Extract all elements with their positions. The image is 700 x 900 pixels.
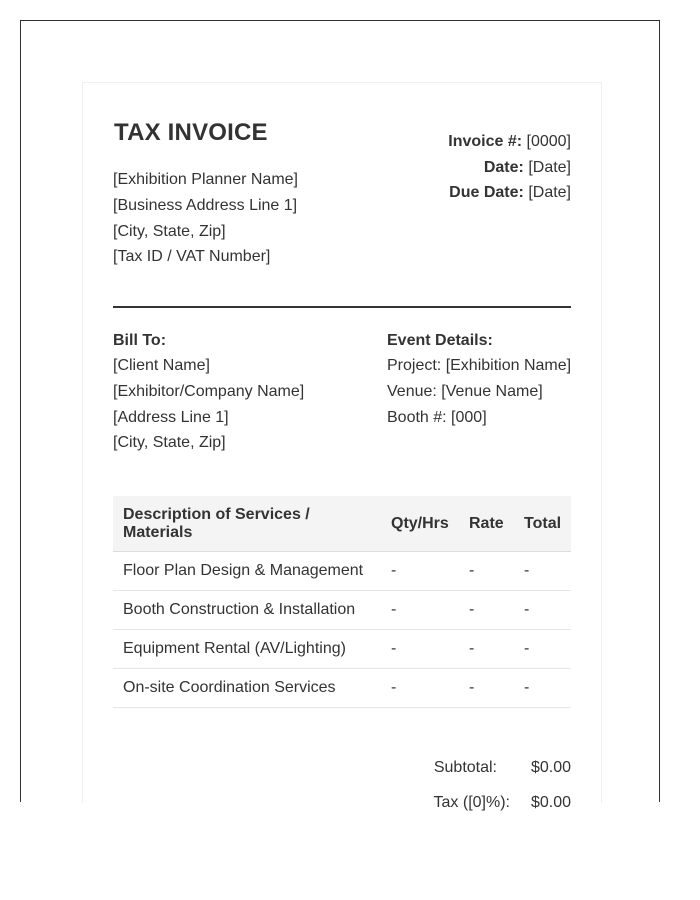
bill-to-city-state-zip: [City, State, Zip] xyxy=(113,434,226,451)
header-total: Total xyxy=(524,515,562,532)
row-rate: - xyxy=(469,640,475,657)
row-qty: - xyxy=(391,679,397,696)
invoice-number-value: [0000] xyxy=(526,133,571,150)
header-qty: Qty/Hrs xyxy=(391,515,449,532)
table-header xyxy=(113,496,571,552)
seller-address: [Business Address Line 1] xyxy=(113,197,298,214)
row-description: Equipment Rental (AV/Lighting) xyxy=(123,640,346,657)
row-rate: - xyxy=(469,562,475,579)
services-table xyxy=(113,496,571,708)
row-rate: - xyxy=(469,679,475,696)
event-venue: Venue: [Venue Name] xyxy=(387,383,543,400)
row-total: - xyxy=(524,679,530,696)
tax-label: Tax ([0]%): xyxy=(433,794,510,811)
invoice-date xyxy=(484,159,571,177)
row-description: Booth Construction & Installation xyxy=(123,601,356,618)
event-details-heading: Event Details: xyxy=(387,332,493,349)
invoice-number xyxy=(448,133,571,151)
seller-city-state-zip: [City, State, Zip] xyxy=(113,223,226,240)
row-qty: - xyxy=(391,640,397,657)
bill-to-client-name: [Client Name] xyxy=(113,357,210,374)
subtotal-label: Subtotal: xyxy=(433,759,497,776)
subtotal-value: $0.00 xyxy=(530,759,571,776)
invoice-date-label: Date: xyxy=(483,159,524,176)
header-divider xyxy=(113,306,571,308)
invoice-due-date-label: Due Date: xyxy=(449,184,524,201)
invoice-page xyxy=(82,82,602,811)
row-qty: - xyxy=(391,601,397,618)
bill-to-company-name: [Exhibitor/Company Name] xyxy=(113,383,305,400)
row-total: - xyxy=(524,601,530,618)
table-row xyxy=(113,552,571,591)
invoice-number-label: Invoice #: xyxy=(448,133,523,150)
seller-tax-id: [Tax ID / VAT Number] xyxy=(113,248,271,265)
bill-to-address: [Address Line 1] xyxy=(113,409,229,426)
event-project: Project: [Exhibition Name] xyxy=(387,357,572,374)
invoice-due-date xyxy=(449,184,571,202)
table-row xyxy=(113,630,571,669)
invoice-date-value: [Date] xyxy=(528,159,571,176)
bill-to-heading: Bill To: xyxy=(113,332,167,349)
document-frame xyxy=(20,20,660,811)
header-rate: Rate xyxy=(469,515,504,532)
row-total: - xyxy=(524,640,530,657)
tax-value: $0.00 xyxy=(530,794,571,811)
row-rate: - xyxy=(469,601,475,618)
event-booth-number: Booth #: [000] xyxy=(387,409,487,426)
row-total: - xyxy=(524,562,530,579)
seller-name: [Exhibition Planner Name] xyxy=(113,171,298,188)
table-row xyxy=(113,669,571,708)
row-description: On-site Coordination Services xyxy=(123,679,336,696)
header-description: Description of Services / Materials xyxy=(123,506,310,541)
row-description: Floor Plan Design & Management xyxy=(123,562,364,579)
invoice-title: TAX INVOICE xyxy=(114,119,268,146)
invoice-due-date-value: [Date] xyxy=(528,184,571,201)
table-row xyxy=(113,591,571,630)
row-qty: - xyxy=(391,562,397,579)
